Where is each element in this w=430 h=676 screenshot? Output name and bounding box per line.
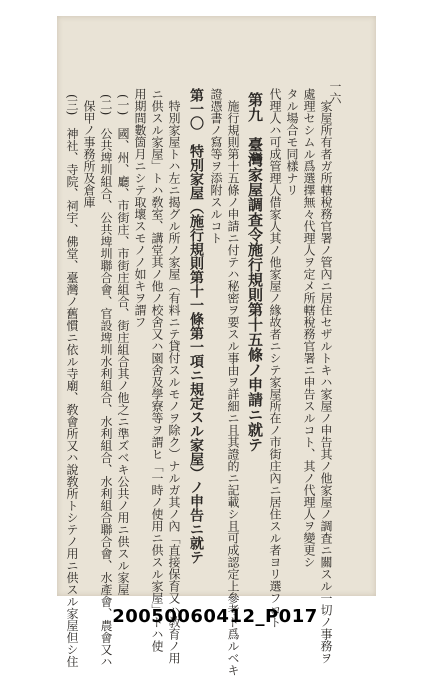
text-column: 施行規則第十五條ノ申請ニ付テハ秘密ヲ要スル事由ヲ詳細ニ且其證的ニ記載シ且可成認定上參考ト爲ルベキ [226,100,240,676]
text-column: 特別家屋トハ左ニ揭グル所ノ家屋（有料ニテ貸付スルモノヲ除ク）ナルガ其ノ內「直接保育又ハ敎育ノ用 [167,100,181,664]
text-column: 代理人ハ可成管理人借家人其ノ他家屋ノ緣故者ニシテ家屋所在ノ市街庄內ニ居住スル者ヨリ選フコト [268,88,282,628]
image-caption-id: 20050060412_P017 [112,606,318,627]
text-column: (三) 神社、寺院、祠宇、佛堂、臺灣ノ舊慣ニ依ル寺廟、敎會所又ハ說敎所トシテノ用ニ供スル家屋但シ住 [65,94,79,668]
text-column: 家屋所有者ガ所轄稅務官署ノ管內ニ居住セザルトキハ家屋ノ申告其ノ他家屋ノ調査ニ關スル一切ノ事務ヲ [319,100,333,664]
text-column: 證憑書ノ寫等ヲ添附スルコト [209,88,223,244]
text-column: 第一〇 特別家屋（施行規則第十一條第一項ニ規定スル家屋）ノ申告ニ就テ [188,88,204,564]
text-column: ニ供スル家屋」トハ敎室、講堂其ノ他ノ校舍又ハ園舍及學寮等ヲ謂ヒ「一時ノ使用ニ供スル家屋」トハ使 [150,88,164,652]
text-column: 處理セシムル爲選擇無々代理人ヲ定メ所轄稅務官署ニ申告スルコト、其ノ代理人ヲ變更シ [302,88,316,568]
text-column: 保甲ノ事務所及倉庫 [82,100,96,208]
page-number: 一六 [328,80,342,104]
text-column: (二) 公共埤圳組合、公共埤圳聯合會、官設埤圳水利組合、水利組合、水利組合聯合會、水產會、農會又ハ [99,94,113,668]
text-column: 用期間數箇月ニシテ取壞スモノノ如キヲ謂フ [133,88,147,328]
text-column: 第九 臺灣家屋調查令施行規則第十五條ノ申請ニ就テ [246,92,264,452]
text-column: (一) 國、州、廳、市街庄、市街庄組合、街庄組合其ノ他之ニ準ズベキ公共ノ用ニ供スル家屋 [116,94,130,596]
text-column: タル場合モ同樣ナリ [285,88,299,196]
